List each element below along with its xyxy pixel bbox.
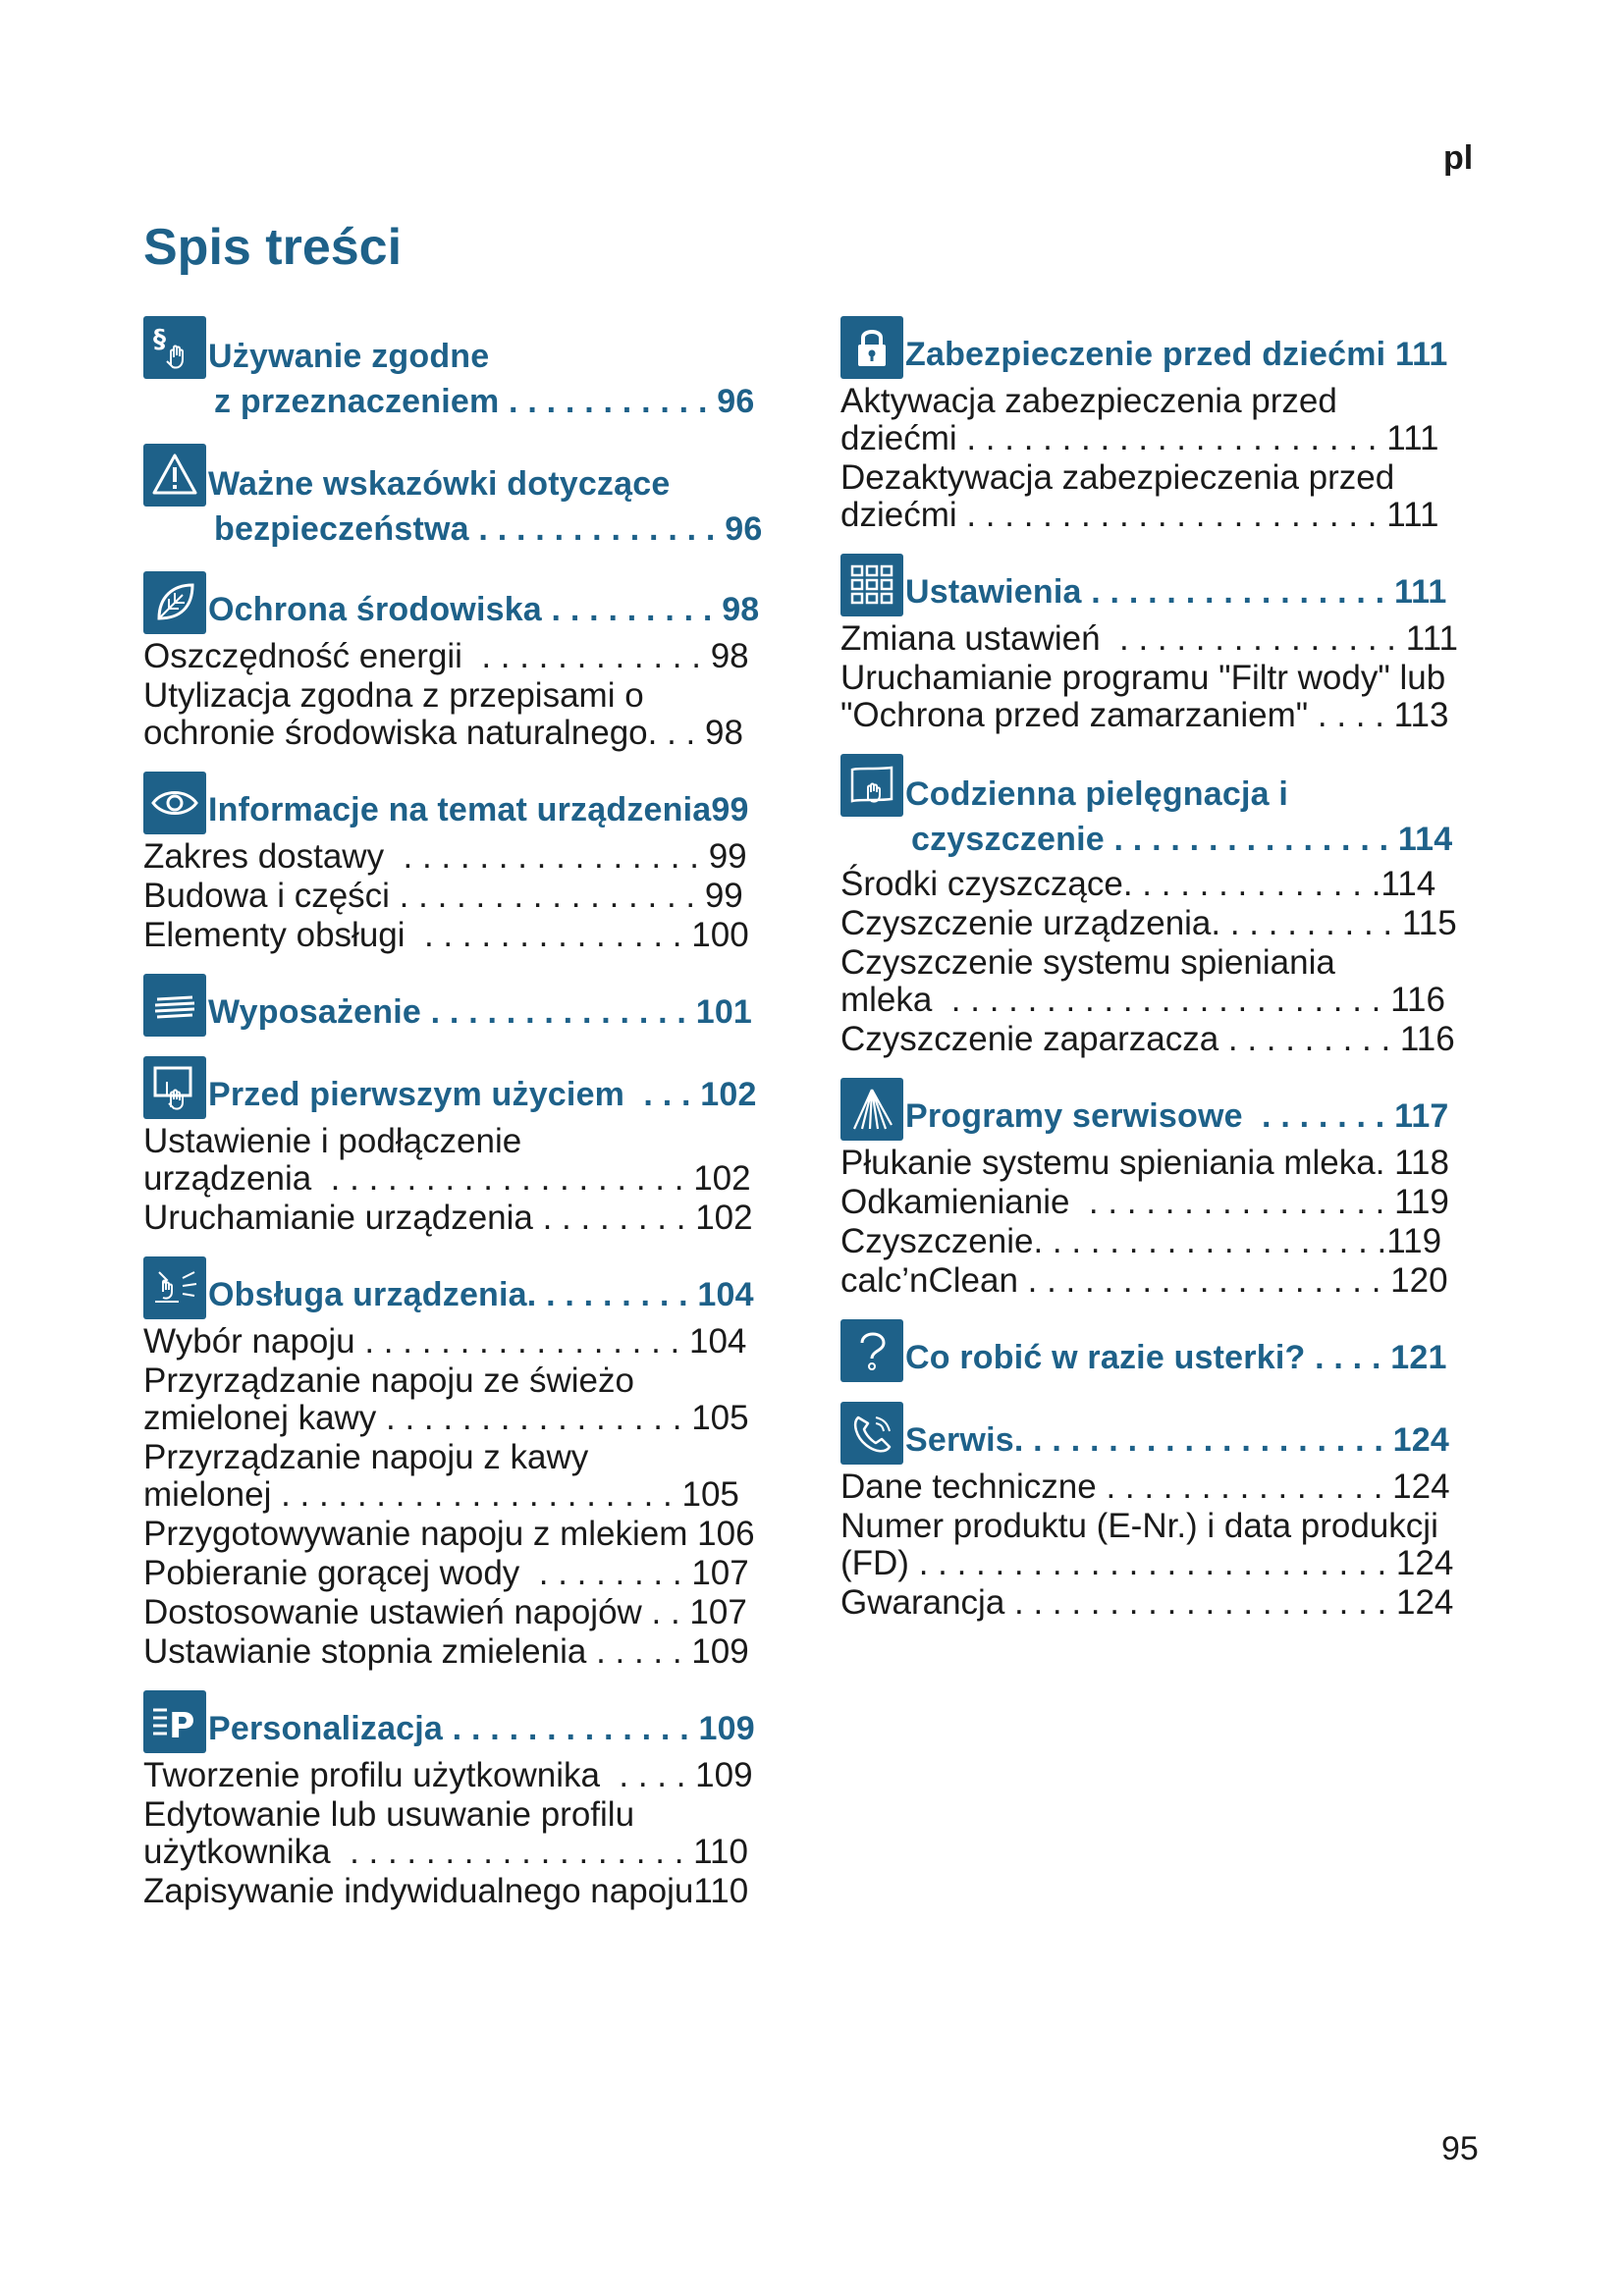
toc-section-heading[interactable] [840,754,1528,862]
grid-settings-icon [840,554,903,616]
toc-entry-line: calc’nClean . . . . . . . . . . . . . . . . . . . 120 [840,1261,1448,1300]
toc-section-title: Używanie zgodne [208,338,490,375]
toc-entry-line: ochronie środowiska naturalnego. . . 98 [143,714,743,752]
toc-entry-line: Zakres dostawy . . . . . . . . . . . . . . . . 99 [143,837,747,876]
svg-text:§: § [153,325,166,354]
toc-section [143,974,791,1037]
cloth-hand-icon [840,754,903,817]
toc-entry[interactable] [143,1516,791,1553]
toc-entry-line: Zmiana ustawień . . . . . . . . . . . . . . . 111 [840,619,1458,658]
toc-entry-line: Budowa i części . . . . . . . . . . . . . . . . 99 [143,877,743,915]
toc-entry-line: Przyrządzanie napoju z kawy [143,1438,589,1476]
toc-entry-line: Oszczędność energii . . . . . . . . . . . . 98 [143,637,749,675]
toc-entry-line: urządzenia . . . . . . . . . . . . . . . . . . . 102 [143,1159,751,1198]
toc-entry[interactable] [840,1021,1528,1058]
toc-entry[interactable] [143,917,791,954]
toc-section-title: Codzienna pielęgnacja i [905,775,1289,813]
toc-section-title: Wyposażenie . . . . . . . . . . . . . . 101 [208,993,753,1031]
toc-entry-line: Czyszczenie systemu spieniania [840,943,1335,982]
toc-section-title: Co robić w razie usterki? . . . . 121 [905,1339,1447,1376]
toc-entry-line: mleka . . . . . . . . . . . . . . . . . . . . . . . 116 [840,981,1445,1019]
toc-entry[interactable] [840,1584,1528,1622]
toc-entry-line: Utylizacja zgodna z przepisami o [143,676,644,715]
toc-entry[interactable] [143,1873,791,1910]
toc-section-title: Obsługa urządzenia. . . . . . . . . 104 [208,1276,754,1313]
toc-entry-line: Uruchamianie programu "Filtr wody" lub [840,659,1446,697]
toc-entry[interactable] [143,677,791,752]
toc-section-heading[interactable] [143,571,791,634]
toc-entry-line: Uruchamianie urządzenia . . . . . . . . 102 [143,1199,753,1237]
toc-entry-line: Czyszczenie. . . . . . . . . . . . . . . . . . .119 [840,1222,1442,1260]
toc-entry-line: dziećmi . . . . . . . . . . . . . . . . . . . . . . 111 [840,496,1439,534]
page-title: Spis treści [143,219,403,276]
toc-section [840,754,1528,1058]
toc-section-title: Przed pierwszym użyciem . . . 102 [208,1076,757,1113]
toc-section-heading[interactable] [840,554,1528,616]
layers-icon [143,974,206,1037]
toc-entry-line: Dane techniczne . . . . . . . . . . . . . . . 124 [840,1468,1450,1506]
toc-section [143,1690,791,1910]
toc-entry[interactable] [840,620,1528,658]
toc-section-title: Ochrona środowiska . . . . . . . . . 98 [208,591,760,628]
paragraph-hand-icon [143,316,206,379]
toc-entry[interactable] [143,1633,791,1671]
toc-entry-line: Aktywacja zabezpieczenia przed [840,382,1337,420]
toc-section-title: Informacje na temat urządzenia99 [208,791,749,828]
toc-entry-line: dziećmi . . . . . . . . . . . . . . . . . . . . . . 111 [840,419,1439,457]
toc-section-title: bezpieczeństwa . . . . . . . . . . . . . 96 [214,510,763,548]
toc-entry[interactable] [143,1594,791,1631]
toc-section-title: Programy serwisowe . . . . . . . 117 [905,1097,1449,1135]
toc-section-heading[interactable] [143,974,791,1037]
toc-right-column [840,316,1528,1641]
toc-section-heading[interactable] [840,1319,1528,1382]
toc-entry-line: Wybór napoju . . . . . . . . . . . . . . . . . 104 [143,1322,747,1361]
toc-entry[interactable] [143,1362,791,1437]
toc-entry[interactable] [143,1439,791,1514]
toc-entry-line: Numer produktu (E-Nr.) i data produkcji [840,1507,1438,1545]
toc-section [840,1078,1528,1300]
toc-entry[interactable] [840,660,1528,734]
toc-entry-line: Zapisywanie indywidualnego napoju110 [143,1872,749,1910]
toc-section [143,1056,791,1237]
toc-entry[interactable] [143,1757,791,1794]
toc-entry[interactable] [143,838,791,876]
toc-entry-line: zmielonej kawy . . . . . . . . . . . . . . . . 105 [143,1399,749,1437]
toc-section [143,571,791,752]
question-icon [840,1319,903,1382]
toc-entry[interactable] [143,1555,791,1592]
page-number: 95 [1441,2130,1479,2167]
toc-section-heading[interactable] [840,1078,1528,1141]
toc-section-heading[interactable] [143,1056,791,1119]
profile-p-icon [143,1690,206,1753]
toc-entry[interactable] [143,878,791,915]
toc-entry-line: Pobieranie gorącej wody . . . . . . . . 107 [143,1554,749,1592]
toc-section [143,1256,791,1671]
toc-entry-line: Tworzenie profilu użytkownika . . . . 109 [143,1756,753,1794]
toc-entry-line: Ustawienie i podłączenie [143,1122,522,1160]
toc-entry-line: użytkownika . . . . . . . . . . . . . . . . . . 110 [143,1833,748,1871]
toc-section [840,1319,1528,1382]
toc-entry[interactable] [840,1508,1528,1582]
toc-entry[interactable] [840,905,1528,942]
toc-entry-line: Przyrządzanie napoju ze świeżo [143,1362,634,1400]
toc-section-title: Personalizacja . . . . . . . . . . . . . 109 [208,1710,755,1747]
toc-section [840,1402,1528,1622]
toc-section-heading[interactable] [840,1402,1528,1465]
toc-entry[interactable] [840,383,1528,457]
toc-entry[interactable] [840,459,1528,534]
phone-icon [840,1402,903,1465]
toc-entry[interactable] [143,638,791,675]
leaf-icon [143,571,206,634]
toc-entry-line: Czyszczenie zaparzacza . . . . . . . . . 116 [840,1020,1455,1058]
toc-entry[interactable] [840,866,1528,903]
toc-section-title: Ustawienia . . . . . . . . . . . . . . . . 111 [905,573,1447,611]
toc-section-heading[interactable] [143,1256,791,1319]
toc-entry-line: (FD) . . . . . . . . . . . . . . . . . . . . . . . . . 124 [840,1544,1454,1582]
toc-entry[interactable] [143,1796,791,1871]
toc-entry[interactable] [840,944,1528,1019]
toc-section [840,554,1528,734]
toc-section-heading[interactable] [143,772,791,834]
toc-section-title: z przeznaczeniem . . . . . . . . . . . 96 [214,383,755,420]
toc-entry-line: "Ochrona przed zamarzaniem" . . . . 113 [840,696,1449,734]
toc-entry[interactable] [840,1184,1528,1221]
manual-icon [143,1056,206,1119]
toc-entry-line: mielonej . . . . . . . . . . . . . . . . . . . . . 105 [143,1475,739,1514]
eye-icon [143,772,206,834]
toc-entry-line: Gwarancja . . . . . . . . . . . . . . . . . . . . 124 [840,1583,1454,1622]
toc-section-heading[interactable] [143,444,791,552]
toc-section [143,316,791,424]
language-code: pl [1443,139,1474,177]
toc-entry-line: Środki czyszczące. . . . . . . . . . . . . .114 [840,865,1436,903]
toc-section-heading[interactable] [143,1690,791,1753]
toc-entry-line: Przygotowywanie napoju z mlekiem 106 [143,1515,755,1553]
warning-triangle-icon [143,444,206,507]
toc-entry[interactable] [143,1123,791,1198]
svg-text:P: P [169,1706,195,1746]
toc-entry-line: Czyszczenie urządzenia. . . . . . . . . . 115 [840,904,1457,942]
lock-icon [840,316,903,379]
toc-entry[interactable] [840,1468,1528,1506]
toc-left-column [143,316,791,1930]
toc-section-heading[interactable] [143,316,791,424]
toc-section [143,444,791,552]
toc-entry[interactable] [840,1223,1528,1260]
toc-section-heading[interactable] [840,316,1528,379]
toc-section-title: czyszczenie . . . . . . . . . . . . . . . 114 [911,821,1453,858]
toc-section-title: Serwis. . . . . . . . . . . . . . . . . . . . 124 [905,1421,1449,1459]
service-program-icon [840,1078,903,1141]
toc-entry-line: Dostosowanie ustawień napojów . . 107 [143,1593,747,1631]
toc-entry-line: Odkamienianie . . . . . . . . . . . . . . . . 119 [840,1183,1449,1221]
toc-section-title: Ważne wskazówki dotyczące [208,465,671,503]
toc-entry-line: Dezaktywacja zabezpieczenia przed [840,458,1395,497]
toc-entry[interactable] [143,1323,791,1361]
toc-entry-line: Edytowanie lub usuwanie profilu [143,1795,635,1834]
toc-section-title: Zabezpieczenie przed dziećmi 111 [905,336,1448,373]
toc-entry[interactable] [840,1145,1528,1182]
toc-entry-line: Płukanie systemu spieniania mleka. 118 [840,1144,1449,1182]
hand-press-icon [143,1256,206,1319]
toc-section [143,772,791,954]
toc-entry[interactable] [840,1262,1528,1300]
toc-entry-line: Ustawianie stopnia zmielenia . . . . . 109 [143,1632,749,1671]
toc-section [840,316,1528,534]
toc-entry[interactable] [143,1200,791,1237]
toc-entry-line: Elementy obsługi . . . . . . . . . . . . . . 100 [143,916,749,954]
